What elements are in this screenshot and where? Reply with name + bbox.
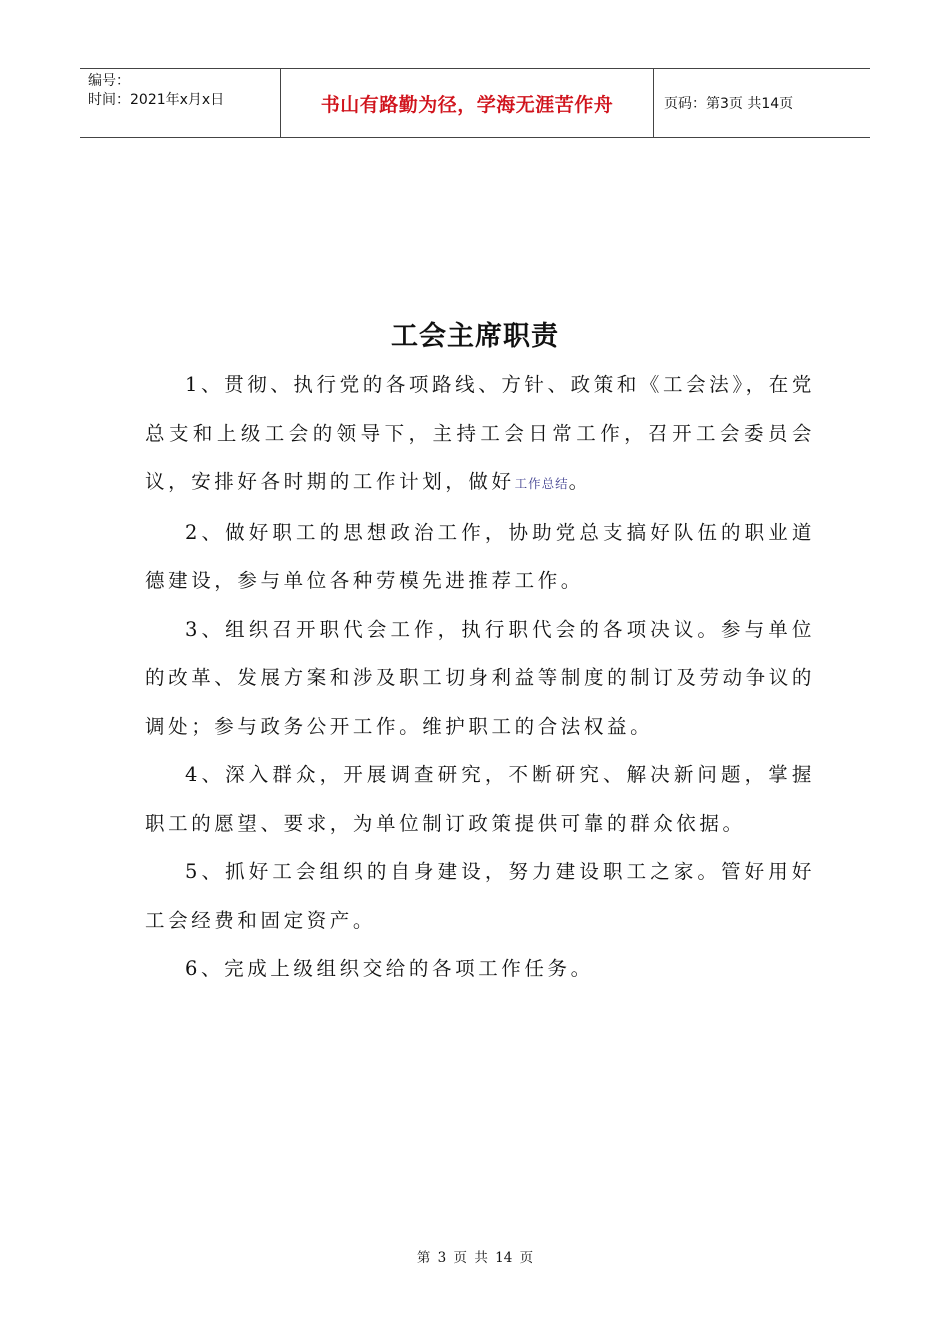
document-title: 工会主席职责 (391, 321, 559, 352)
paragraph-2: 2、做好职工的思想政治工作，协助党总支搞好队伍的职业道德建设，参与单位各种劳模先进推荐工作。 (145, 520, 815, 592)
paragraph-4: 4、深入群众，开展调查研究，不断研究、解决新问题，掌握职工的愿望、要求，为单位制订政策提供可靠的群众依据。 (145, 763, 815, 835)
paragraph-1: 1、贯彻、执行党的各项路线、方针、政策和《工会法》，在党总支和上级工会的领导下，主持工会日常工作，召开工会委员会议，安排好各时期的工作计划，做好工作总结。 (145, 373, 815, 493)
paragraph-3: 3、组织召开职代会工作，执行职代会的各项决议。参与单位的改革、发展方案和涉及职工切身利益等制度的制订及劳动争议的调处；参与政务公开工作。维护职工的合法权益。 (145, 617, 815, 738)
header-page-info: 页码：第3页 共14页 (664, 96, 794, 112)
serial-label: 编号： (88, 73, 130, 89)
date-label: 时间：2021年x月x日 (88, 92, 225, 108)
document-body (145, 361, 815, 994)
header-meta (80, 69, 281, 137)
page-footer: 第 3 页 共 14 页 (416, 1250, 534, 1266)
paragraph-5: 5、抓好工会组织的自身建设，努力建设职工之家。管好用好工会经费和固定资产。 (145, 860, 815, 932)
header-motto: 书山有路勤为径，学海无涯苦作舟 (281, 69, 654, 137)
page-header (80, 68, 870, 138)
work-summary-link[interactable]: 工作总结 (514, 476, 569, 491)
paragraph-6: 6、完成上级组织交给的各项工作任务。 (185, 957, 594, 980)
